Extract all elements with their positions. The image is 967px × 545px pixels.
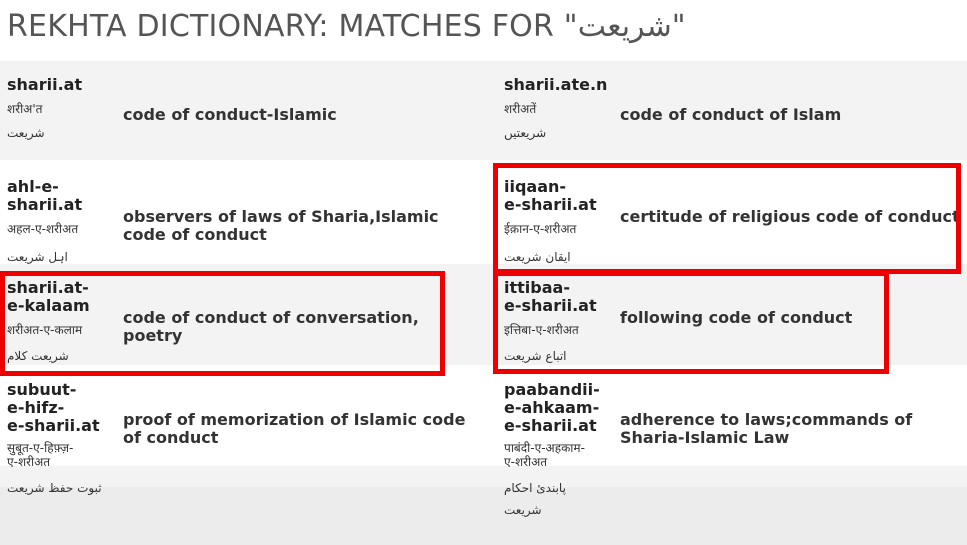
entry-hindi: शरीअत-ए-कलाम [7, 323, 83, 337]
entry-urdu: شریعت کلام [7, 349, 69, 363]
entry-urdu: شریعت [7, 126, 45, 140]
list-item[interactable] [504, 76, 614, 140]
entry-urdu: ایقان شریعت [504, 250, 571, 264]
entry-hindi: पाबंदी-ए-अहकाम- ए-शरीअत [504, 441, 585, 469]
entry-meaning: observers of laws of Sharia,Islamic code of conduct [123, 207, 439, 244]
list-item[interactable] [7, 178, 117, 264]
entry-urdu: پابندئ احکام شریعت [504, 481, 566, 517]
entry-meaning: following code of conduct [620, 308, 853, 327]
entry-meaning: code of conduct of conversation, poetry [123, 308, 419, 345]
entry-hindi: ईक़ान-ए-शरीअत [504, 222, 577, 236]
entry-meaning: adherence to laws;commands of Sharia-Islamic Law [620, 410, 913, 447]
entry-word[interactable]: subuut- e-hifz- e-sharii.at [7, 380, 100, 435]
entry-word[interactable]: sharii.at [7, 75, 83, 94]
entry-urdu: ثبوت حفظ شریعت [7, 481, 102, 495]
entry-hindi: अहल-ए-शरीअत [7, 222, 79, 236]
entry-meaning: proof of memorization of Islamic code of conduct [123, 410, 466, 447]
row-band [0, 487, 967, 545]
highlight-box [493, 271, 889, 374]
highlight-box [493, 163, 961, 274]
entry-meaning: certitude of religious code of conduct [620, 207, 960, 226]
entry-urdu: اہل شریعت [7, 250, 68, 264]
entry-word[interactable]: ahl-e- sharii.at [7, 177, 83, 214]
page-title: REKHTA DICTIONARY: MATCHES FOR "شریعت" [7, 9, 686, 44]
entry-word[interactable]: paabandii- e-ahkaam- e-sharii.at [504, 380, 600, 435]
entry-hindi: शरीअ'त [7, 102, 43, 116]
entry-hindi: शरीअतें [504, 102, 537, 116]
entry-urdu: شریعتیں [504, 126, 547, 140]
highlight-box [0, 271, 445, 376]
entry-hindi: इत्तिबा-ए-शरीअत [504, 323, 579, 337]
entry-meaning: code of conduct-Islamic [123, 105, 337, 124]
entry-meaning: code of conduct of Islam [620, 105, 842, 124]
list-item[interactable] [7, 381, 122, 495]
list-item[interactable] [504, 381, 614, 517]
entry-word[interactable]: ittibaa- e-sharii.at [504, 278, 597, 315]
entry-word[interactable]: sharii.at- e-kalaam [7, 278, 90, 315]
entry-word[interactable]: iiqaan- e-sharii.at [504, 177, 597, 214]
list-item[interactable] [7, 76, 117, 140]
entry-hindi: सुबूत-ए-हिफ़्ज़- ए-शरीअत [7, 441, 74, 469]
entry-urdu: اتباع شریعت [504, 349, 567, 363]
entry-word[interactable]: sharii.ate.n [504, 75, 608, 94]
